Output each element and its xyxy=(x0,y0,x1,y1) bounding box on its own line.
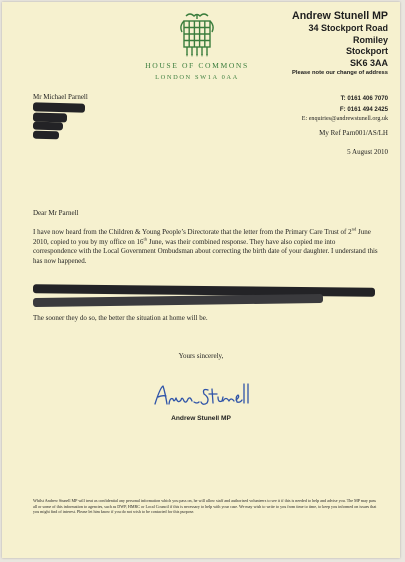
paragraph-3: The sooner they do so, the better the situation at home will be. xyxy=(33,314,208,322)
sender-address-line: SK6 3AA xyxy=(349,57,388,68)
portcullis-icon xyxy=(178,12,216,60)
paragraph-1 xyxy=(33,228,378,266)
address-change-note: Please note our change of address xyxy=(292,70,388,76)
paragraph-1-text-c: June, was their combined response. They have also copied me into correspondence with the Local Government Ombudsman about correcting the birth date of your daughter. I understand this has now happened. xyxy=(33,237,378,265)
redaction-mark xyxy=(33,122,63,131)
letter-date: 5 August 2010 xyxy=(347,148,388,156)
redaction-mark xyxy=(33,131,59,140)
reference: My Ref Parn001/AS/LH xyxy=(319,129,388,137)
sender-name: Andrew Stunell MP xyxy=(292,10,388,22)
sender-address-block xyxy=(292,10,388,77)
salutation: Dear Mr Parnell xyxy=(33,209,79,217)
handwritten-signature xyxy=(152,380,252,412)
recipient-name: Mr Michael Parnell xyxy=(33,93,88,101)
contact-details xyxy=(302,94,388,125)
fax: F: 0161 494 2425 xyxy=(339,105,388,113)
privacy-footer: Whilst Andrew Stunell MP will treat as confidential any personal information which you pass on, he will allow staff and authorised volunteers to see it if this is needed to help and advise you. The MP may pass all or some of this information to agencies, such as DWP, HMRC or Local Council if this is necessary to help with your case. We may wish to write to you from time to time, to keep you informed on issues that you might find of interest. Please let him know if you do not wish to be contacted for this purpose. xyxy=(33,498,377,515)
organization-city: LONDON SW1A 0AA xyxy=(155,74,239,81)
email: E: enquiries@andrewstunell.org.uk xyxy=(301,116,388,122)
signer-name: Andrew Stunell MP xyxy=(171,415,231,422)
ordinal-suffix: th xyxy=(143,236,148,242)
signature-text: Andrew Stunell xyxy=(152,411,159,412)
sender-address-line: Romiley xyxy=(352,34,388,45)
sender-address-line: 34 Stockport Road xyxy=(308,23,388,33)
sender-address-line: Stockport xyxy=(345,46,388,56)
letter-page xyxy=(2,2,400,558)
redaction-mark xyxy=(33,294,323,307)
telephone: T: 0161 406 7070 xyxy=(340,95,388,102)
closing: Yours sincerely, xyxy=(178,352,224,360)
ordinal-suffix: nd xyxy=(351,226,357,232)
organization-name: HOUSE OF COMMONS xyxy=(145,61,249,70)
paragraph-1-text-a: I have now heard from the Children & Young People’s Directorate that the letter from the Primary Care Trust of 2 xyxy=(33,228,352,236)
redaction-mark xyxy=(33,102,85,112)
paragraph-1-text-b: June 2010, copied to you by my office on 16 xyxy=(33,228,371,246)
